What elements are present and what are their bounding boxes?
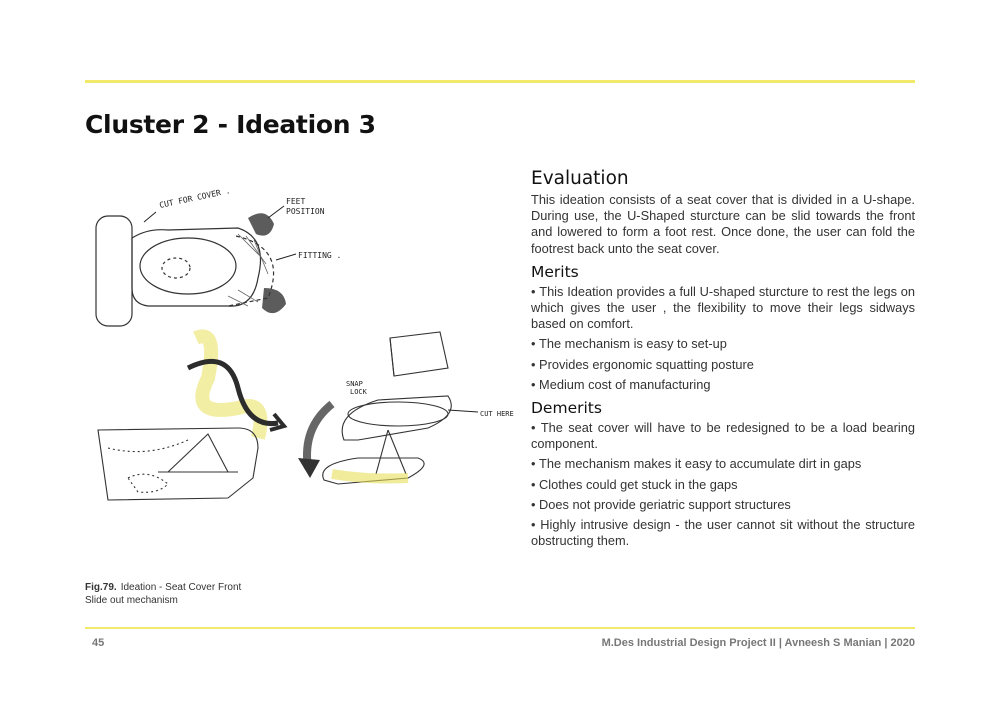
- caption-line-2: Slide out mechanism: [85, 595, 178, 606]
- demerit-item: • Does not provide geriatric support structures: [531, 497, 915, 513]
- side-view-sketch: [98, 428, 258, 500]
- label-feet: FEET: [286, 197, 306, 206]
- top-view-sketch: [96, 216, 274, 326]
- swing-arrow: [307, 404, 332, 468]
- isometric-sketch: [323, 332, 452, 484]
- merit-item: • Medium cost of manufacturing: [531, 377, 915, 393]
- foot-pad-bottom: [262, 288, 286, 313]
- motion-highlight: [196, 336, 261, 438]
- merits-list: [531, 284, 915, 393]
- ideation-sketch: [88, 178, 524, 518]
- top-rule: [85, 80, 915, 83]
- merit-item: • Provides ergonomic squatting posture: [531, 357, 915, 373]
- label-snap: SNAP: [346, 380, 363, 388]
- evaluation-text: This ideation consists of a seat cover that is divided in a U-shape. During use, the U-Shaped sturcture can be slid towards the front and lowered to form a foot rest. Once done, the user can fold the footrest back unto the seat cover.: [531, 192, 915, 256]
- footer-credit: M.Des Industrial Design Project II | Avneesh S Manian | 2020: [601, 637, 915, 649]
- bottom-rule: [85, 627, 915, 629]
- label-position: POSITION: [286, 207, 325, 216]
- label-lock: LOCK: [350, 388, 367, 396]
- evaluation-heading: Evaluation: [531, 168, 629, 189]
- label-cut-here: CUT HERE: [480, 410, 514, 418]
- figure-caption: [85, 581, 241, 607]
- merits-heading: Merits: [531, 262, 579, 281]
- text-column: [531, 168, 915, 553]
- isometric-highlight: [332, 474, 408, 479]
- caption-line-1: Ideation - Seat Cover Front: [120, 582, 242, 593]
- demerit-item: • The seat cover will have to be redesigned to be a load bearing component.: [531, 420, 915, 452]
- page-title: Cluster 2 - Ideation 3: [85, 110, 376, 139]
- demerits-heading: Demerits: [531, 399, 602, 418]
- label-fitting: FITTING .: [298, 251, 342, 260]
- demerit-item: • The mechanism makes it easy to accumulate dirt in gaps: [531, 456, 915, 472]
- merit-item: • The mechanism is easy to set-up: [531, 336, 915, 352]
- page-number: 45: [92, 637, 105, 649]
- figure-label: Fig.79.: [85, 582, 117, 593]
- label-cut-for-cover: CUT FOR COVER .: [158, 186, 232, 210]
- demerit-item: • Highly intrusive design - the user cannot sit without the structure obstructing them.: [531, 517, 915, 549]
- annotation-arrows: [144, 206, 296, 260]
- demerit-item: • Clothes could get stuck in the gaps: [531, 477, 915, 493]
- merit-item: • This Ideation provides a full U-shaped sturcture to rest the legs on which gives the user , the flexibility to move their legs sidways based on comfort.: [531, 284, 915, 333]
- top-view-labels: [159, 186, 342, 260]
- demerits-list: [531, 420, 915, 549]
